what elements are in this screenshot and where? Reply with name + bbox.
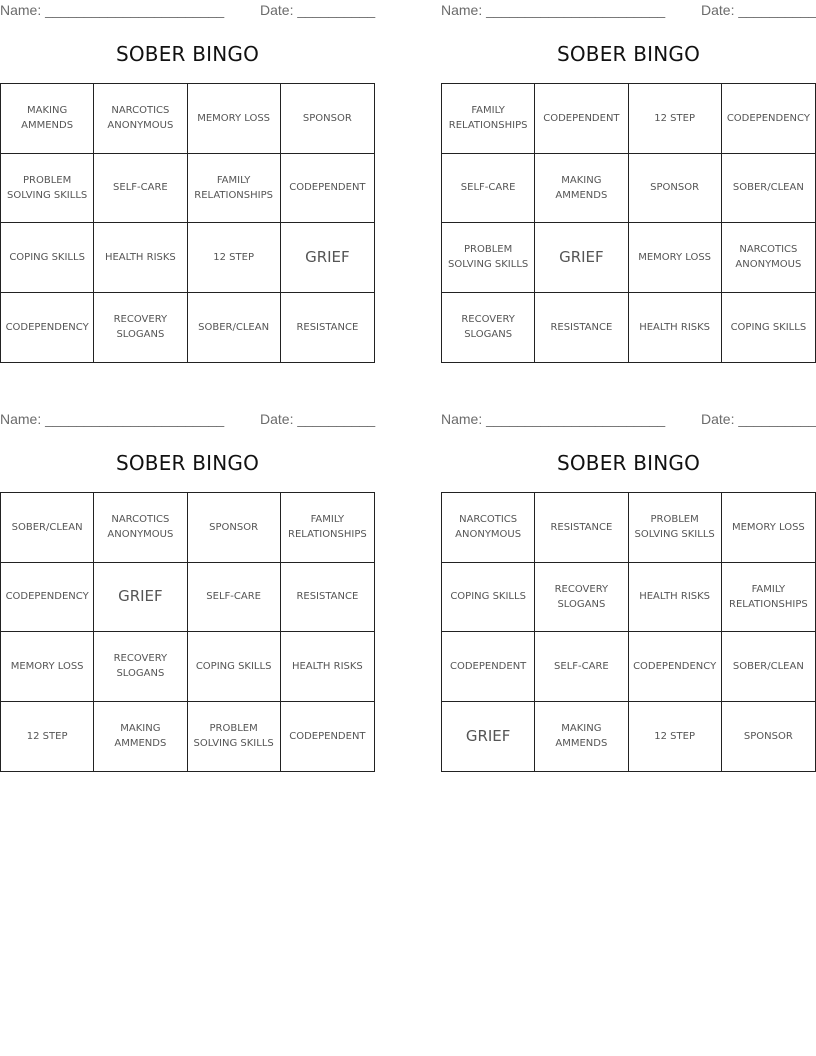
bingo-cell: MEMORY LOSS bbox=[1, 632, 94, 702]
bingo-cell: CODEPENDENCY bbox=[1, 293, 94, 363]
bingo-cell: MEMORY LOSS bbox=[722, 493, 815, 563]
bingo-cell: GRIEF bbox=[535, 223, 628, 293]
bingo-cell: GRIEF bbox=[442, 702, 535, 772]
bingo-cell: RESISTANCE bbox=[535, 293, 628, 363]
bingo-cell: SPONSOR bbox=[743, 730, 793, 742]
bingo-cell: FAMILY RELATIONSHIPS bbox=[281, 493, 374, 563]
bingo-cell: FAMILY RELATIONSHIPS bbox=[188, 154, 281, 224]
bingo-cell: SOBER/CLEAN bbox=[722, 154, 815, 224]
bingo-cell: HEALTH RISKS bbox=[629, 563, 722, 633]
bingo-cell: NARCOTICS ANONYMOUS bbox=[722, 223, 815, 293]
bingo-cell: SPONSOR bbox=[629, 154, 722, 224]
bingo-cell: RESISTANCE bbox=[281, 563, 374, 633]
bingo-cell: RECOVERY SLOGANS bbox=[94, 293, 187, 363]
bingo-cell: FAMILY RELATIONSHIPS bbox=[442, 84, 535, 154]
date-field[interactable]: Date: __________ bbox=[260, 411, 376, 427]
bingo-grid bbox=[441, 492, 816, 772]
name-field[interactable]: Name: _______________________ bbox=[441, 411, 666, 427]
bingo-card-4 bbox=[441, 409, 816, 789]
bingo-cell: SELF-CARE bbox=[442, 154, 535, 224]
bingo-card-1 bbox=[0, 0, 375, 380]
bingo-cell: 12 STEP bbox=[629, 702, 722, 772]
bingo-cell: 12 STEP bbox=[629, 84, 722, 154]
date-field[interactable]: Date: __________ bbox=[701, 411, 816, 427]
bingo-cell: CODEPENDENCY bbox=[629, 632, 722, 702]
bingo-cell: SELF-CARE bbox=[535, 632, 628, 702]
date-field[interactable]: Date: __________ bbox=[701, 2, 816, 18]
bingo-cell: PROBLEM SOLVING SKILLS bbox=[188, 702, 281, 772]
bingo-cell: CODEPENDENT bbox=[289, 730, 366, 742]
bingo-cell: COPING SKILLS bbox=[188, 632, 281, 702]
bingo-cell: COPING SKILLS bbox=[730, 321, 807, 333]
bingo-cell: GRIEF bbox=[94, 563, 187, 633]
bingo-cell: GRIEF bbox=[281, 223, 374, 293]
bingo-cell: MAKING AMMENDS bbox=[1, 84, 94, 154]
bingo-cell: SELF-CARE bbox=[188, 563, 281, 633]
bingo-cell: 12 STEP bbox=[1, 702, 94, 772]
bingo-cell: SPONSOR bbox=[281, 84, 374, 154]
bingo-cell: CODEPENDENCY bbox=[722, 84, 815, 154]
bingo-grid bbox=[441, 83, 816, 363]
bingo-cell: PROBLEM SOLVING SKILLS bbox=[1, 154, 94, 224]
card-title: SOBER BINGO bbox=[115, 451, 260, 475]
bingo-cell: NARCOTICS ANONYMOUS bbox=[442, 493, 535, 563]
bingo-cell: SOBER/CLEAN bbox=[188, 293, 281, 363]
bingo-cell: HEALTH RISKS bbox=[94, 223, 187, 293]
bingo-cell: SELF-CARE bbox=[94, 154, 187, 224]
bingo-cell: CODEPENDENT bbox=[442, 632, 535, 702]
bingo-cell: RECOVERY SLOGANS bbox=[535, 563, 628, 633]
bingo-grid bbox=[0, 492, 375, 772]
bingo-card-2 bbox=[441, 0, 816, 380]
name-field[interactable]: Name: _______________________ bbox=[441, 2, 666, 18]
bingo-cell: MEMORY LOSS bbox=[188, 84, 281, 154]
date-field[interactable]: Date: __________ bbox=[260, 2, 376, 18]
bingo-cell: MAKING AMMENDS bbox=[535, 702, 628, 772]
bingo-cell: SOBER/CLEAN bbox=[722, 632, 815, 702]
bingo-cell: SOBER/CLEAN bbox=[1, 493, 94, 563]
bingo-cell: RESISTANCE bbox=[535, 493, 628, 563]
bingo-cell: MAKING AMMENDS bbox=[535, 154, 628, 224]
name-field[interactable]: Name: _______________________ bbox=[0, 2, 225, 18]
bingo-cell: CODEPENDENT bbox=[281, 154, 374, 224]
card-title: SOBER BINGO bbox=[556, 42, 701, 66]
bingo-cell: MEMORY LOSS bbox=[629, 223, 722, 293]
bingo-cell: COPING SKILLS bbox=[442, 563, 535, 633]
bingo-cell: PROBLEM SOLVING SKILLS bbox=[629, 493, 722, 563]
bingo-cell: CODEPENDENT bbox=[535, 84, 628, 154]
bingo-cell: PROBLEM SOLVING SKILLS bbox=[442, 223, 535, 293]
bingo-cell: HEALTH RISKS bbox=[629, 293, 722, 363]
bingo-cell: RECOVERY SLOGANS bbox=[94, 632, 187, 702]
bingo-cell: NARCOTICS ANONYMOUS bbox=[94, 493, 187, 563]
card-title: SOBER BINGO bbox=[115, 42, 260, 66]
bingo-card-3 bbox=[0, 409, 375, 789]
bingo-cell: MAKING AMMENDS bbox=[94, 702, 187, 772]
bingo-cell: RECOVERY SLOGANS bbox=[442, 293, 535, 363]
bingo-cell: FAMILY RELATIONSHIPS bbox=[722, 563, 815, 633]
card-title: SOBER BINGO bbox=[556, 451, 701, 475]
name-field[interactable]: Name: _______________________ bbox=[0, 411, 225, 427]
bingo-cell: RESISTANCE bbox=[296, 321, 359, 333]
bingo-cell: 12 STEP bbox=[188, 223, 281, 293]
bingo-grid bbox=[0, 83, 375, 363]
bingo-cell: HEALTH RISKS bbox=[281, 632, 374, 702]
bingo-cell: SPONSOR bbox=[188, 493, 281, 563]
bingo-cell: COPING SKILLS bbox=[1, 223, 94, 293]
bingo-cell: NARCOTICS ANONYMOUS bbox=[94, 84, 187, 154]
bingo-cell: CODEPENDENCY bbox=[1, 563, 94, 633]
